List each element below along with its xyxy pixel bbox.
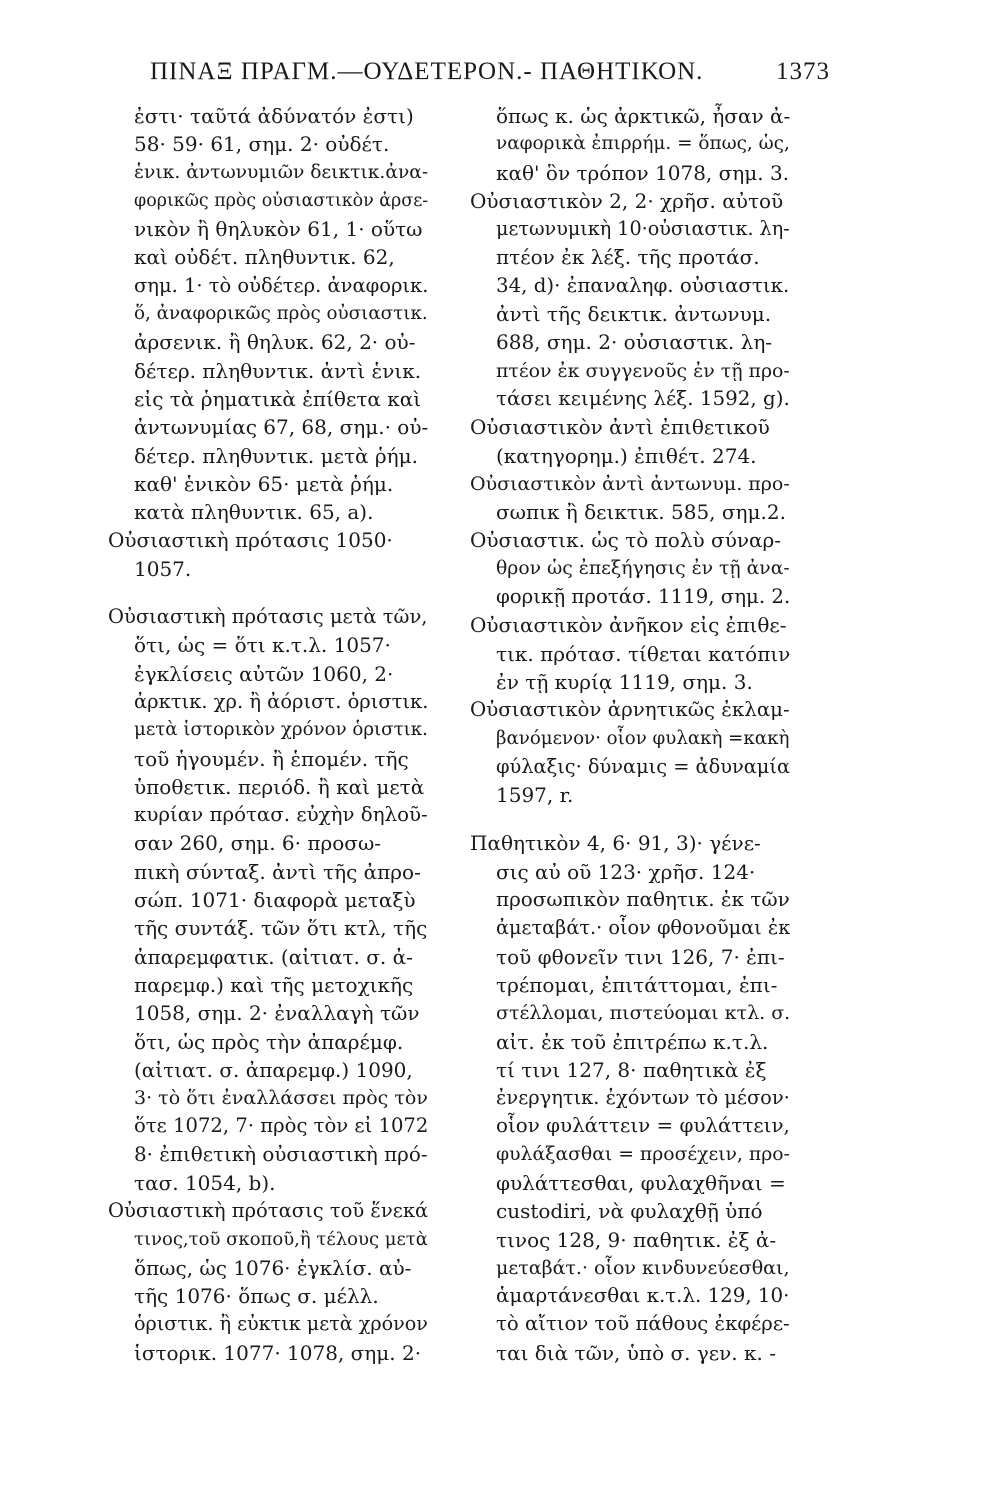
text-line: ἐστι· ταῦτά ἀδύνατόν ἐστι) [134,104,414,128]
text-line: καὶ οὐδέτ. πληθυντικ. 62, [134,245,395,270]
text-line: οἷον φυλάττειν = φυλάττειν, [496,1114,790,1138]
text-line: φορικῶς πρὸς οὐσιαστικὸν ἀρσε- [134,190,429,211]
text-line: μετὰ ἱστορικὸν χρόνον ὁριστικ. [134,719,428,741]
text-line: πτέον ἐκ λέξ. τῆς προτάσ. [496,245,760,270]
left-column [108,102,428,1367]
running-title: ΠΙΝΑΞ ΠΡΑΓΜ.—ΟΥΔΕΤΕΡΟΝ.- ΠΑΘΗΤΙΚΟΝ. [150,58,704,85]
text-line: ὅπως κ. ὡς ἀρκτικῶ, ἦσαν ἀ- [496,104,791,128]
text-line: σαν 260, σημ. 6· προσω- [134,831,382,856]
text-line: δέτερ. πληθυντικ. μετὰ ῥήμ. [134,443,418,468]
right-column [470,102,790,1367]
text-line: τινος 128, 9· παθητικ. ἐξ ἀ- [496,1227,777,1252]
text-line: ἀρκτικ. χρ. ἢ ἀόριστ. ὁριστικ. [134,689,429,713]
text-line: ναφορικὰ ἐπιρρήμ. = ὅπως, ὡς, [496,133,790,155]
text-line: ὅτι, ὡς πρὸς τὴν ἀπαρέμφ. [134,1029,404,1054]
text-line: πικὴ σύνταξ. ἀντὶ τῆς ἀπρο- [134,859,421,884]
text-line: μεταβάτ.· οἷον κινδυνεύεσθαι, [496,1256,790,1279]
text-line: ἐνεργητικ. ἐχόντων τὸ μέσον· [496,1086,790,1110]
text-line: πτέον ἐκ συγγενοῦς ἐν τῇ προ- [496,359,790,382]
text-line: 58· 59· 61, σημ. 2· οὐδέτ. [134,132,390,157]
text-line: τρέπομαι, ἐπιτάττομαι, ἐπι- [496,972,778,997]
paragraph-gap [470,809,790,829]
text-line: ἐγκλίσεις αὐτῶν 1060, 2· [134,661,394,686]
text-line: τὸ αἴτιον τοῦ πάθους ἐκφέρε- [496,1312,790,1336]
text-line: τικ. πρότασ. τίθεται κατόπιν [496,641,791,666]
entry-heading-line: Οὐσιαστικὸν ἀνῆκον εἰς ἐπιθε- [470,613,787,638]
text-line: ἁμαρτάνεσθαι κ.τ.λ. 129, 10· [496,1284,790,1308]
text-line: ὅτι, ὡς = ὅτι κ.τ.λ. 1057· [134,633,391,658]
page-number: 1373 [776,58,830,85]
text-line: φορικῇ προτάσ. 1119, σημ. 2. [496,585,791,609]
text-line: τῆς συντάξ. τῶν ὅτι κτλ, τῆς [134,916,428,941]
text-line: σώπ. 1071· διαφορὰ μεταξὺ [134,888,416,913]
text-line: ἑνικ. ἀντωνυμιῶν δεικτικ.ἀνα- [134,161,429,183]
text-line: τῆς 1076· ὅπως σ. μέλλ. [134,1284,379,1309]
text-line: ὁριστικ. ἢ εὐκτικ μετὰ χρόνον [134,1312,428,1336]
text-line: ἀμεταβάτ.· οἷον φθονοῦμαι ἐκ [496,916,791,940]
text-line: ἱστορικ. 1077· 1078, σημ. 2· [134,1340,422,1365]
text-line: καθ' ὃν τρόπον 1078, σημ. 3. [496,160,790,185]
text-line: παρεμφ.) καὶ τῆς μετοχικῆς [134,972,414,997]
text-line: στέλλομαι, πιστεύομαι κτλ. σ. [496,1002,791,1025]
text-line: (κατηγορημ.) ἐπιθέτ. 274. [496,443,757,468]
text-line: custodiri, νὰ φυλαχθῇ ὑπό [496,1199,763,1224]
entry-heading-line: Οὐσιαστικὸν ἀντὶ ἐπιθετικοῦ [470,415,770,440]
text-line: δέτερ. πληθυντικ. ἀντὶ ἑνικ. [134,358,422,383]
text-line: ἀπαρεμφατικ. (αἰτιατ. σ. ἀ- [134,944,413,969]
entry-heading-line: Οὐσιαστικὸν 2, 2· χρῆσ. αὐτοῦ [470,188,784,213]
text-line: νικὸν ἢ θηλυκὸν 61, 1· οὕτω [134,217,423,242]
text-line: φύλαξις· δύναμις = ἀδυναμία [496,754,790,778]
entry-heading-line: Οὐσιαστικὸν ἀντὶ ἀντωνυμ. προ- [470,472,790,495]
text-line: κυρίαν πρότασ. εὐχὴν δηλοῦ- [134,803,428,827]
text-line: σωπικ ἢ δεικτικ. 585, σημ.2. [496,500,786,525]
text-line: τασ. 1054, b). [134,1170,276,1195]
text-line: τάσει κειμένης λέξ. 1592, g). [496,386,790,410]
text-line: 8· ἐπιθετικὴ οὐσιαστικὴ πρό- [134,1142,428,1166]
text-line: κατὰ πληθυντικ. 65, a). [134,500,374,525]
text-line: ἐν τῇ κυρίᾳ 1119, σημ. 3. [496,669,753,694]
text-line: τί τινι 127, 8· παθητικὰ ἐξ [496,1057,767,1082]
entry-heading-line: Οὐσιαστικὴ πρότασις τοῦ ἕνεκά [108,1199,429,1223]
text-line: τινος,τοῦ σκοποῦ,ἢ τέλους μετὰ [134,1228,428,1250]
text-line: αἰτ. ἐκ τοῦ ἐπιτρέπω κ.τ.λ. [496,1029,769,1054]
paragraph-gap [108,583,428,603]
text-line: βανόμενον· οἷον φυλακὴ =κακὴ [496,727,790,749]
text-line: προσωπικὸν παθητικ. ἐκ τῶν [496,888,790,912]
text-line: ται διὰ τῶν, ὑπὸ σ. γεν. κ. - [496,1340,776,1365]
text-line: τοῦ φθονεῖν τινι 126, 7· ἐπι- [496,944,785,969]
text-line: 34, d)· ἐπαναληφ. οὐσιαστικ. [496,273,790,297]
text-line: φυλάξασθαι = προσέχειν, προ- [496,1143,790,1165]
text-line: φυλάττεσθαι, φυλαχθῆναι = [496,1170,786,1195]
text-line: 1058, σημ. 2· ἐναλλαγὴ τῶν [134,1001,420,1026]
text-line: ἀντωνυμίας 67, 68, σημ.· οὐ- [134,415,429,440]
text-line: ἀντὶ τῆς δεικτικ. ἀντωνυμ. [496,302,772,327]
text-line: (αἰτιατ. σ. ἀπαρεμφ.) 1090, [134,1057,413,1082]
text-line: 1057. [134,556,192,581]
page-header [150,58,830,94]
text-line: 1597, r. [496,783,574,808]
entry-heading-line: Οὐσιαστικὸν ἀρνητικῶς ἐκλαμ- [470,698,790,722]
entry-heading-line: Οὐσιαστικὴ πρότασις μετὰ τῶν, [108,605,428,629]
entry-heading-line: Οὐσιαστικὴ πρότασις 1050· [108,528,393,553]
text-line: σις αὐ οῦ 123· χρῆσ. 124· [496,859,756,884]
text-line: τοῦ ἡγουμέν. ἢ ἑπομέν. τῆς [134,746,409,771]
text-line: ὅπως, ὡς 1076· ἐγκλίσ. αὐ- [134,1255,412,1280]
text-line: 688, σημ. 2· οὐσιαστικ. λη- [496,330,773,355]
text-line: ὅτε 1072, 7· πρὸς τὸν εἰ 1072 [134,1114,429,1138]
text-line: εἰς τὰ ῥηματικὰ ἐπίθετα καὶ [134,386,422,411]
text-line: θρον ὡς ἐπεξήγησις ἐν τῇ ἀνα- [496,557,790,579]
text-line: ὑποθετικ. περιόδ. ἢ καὶ μετὰ [134,774,425,799]
entry-heading-line: Παθητικὸν 4, 6· 91, 3)· γένε- [470,831,761,856]
entry-heading-line: Οὐσιαστικ. ὡς τὸ πολὺ σύναρ- [470,528,782,553]
text-line: σημ. 1· τὸ οὐδέτερ. ἀναφορικ. [134,273,429,297]
text-line: ὅ, ἀναφορικῶς πρὸς οὐσιαστικ. [134,303,428,325]
text-line: μετωνυμικὴ 10·οὐσιαστικ. λη- [496,217,790,241]
text-line: 3· τὸ ὅτι ἐναλλάσσει πρὸς τὸν [134,1087,428,1110]
text-line: καθ' ἑνικὸν 65· μετὰ ῥήμ. [134,471,394,496]
text-line: ἀρσενικ. ἢ θηλυκ. 62, 2· οὐ- [134,330,416,355]
